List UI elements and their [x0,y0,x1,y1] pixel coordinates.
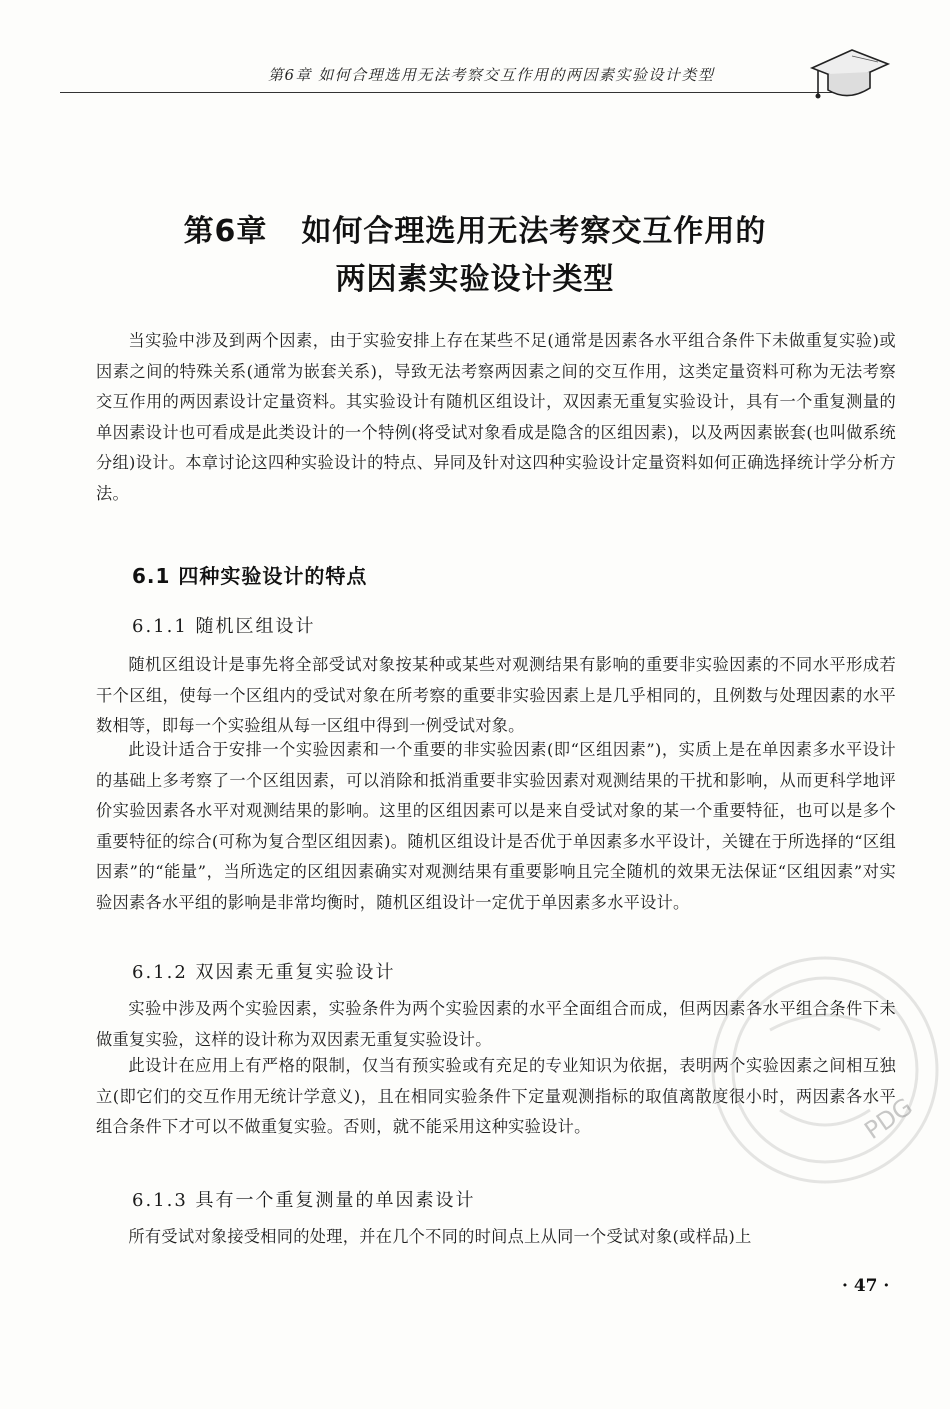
chapter-title [0,206,950,250]
page-number: · 47 · [842,1276,890,1296]
section-6-1-2-paragraph-1: 实验中涉及两个实验因素，实验条件为两个实验因素的水平全面组合而成，但两因素各水平组合条件下未做重复实验，这样的设计称为双因素无重复实验设计。 [96,999,896,1049]
chapter-title-line2: 两因素实验设计类型 [335,262,615,297]
section-6-1-1-paragraph-1: 随机区组设计是事先将全部受试对象按某种或某些对观测结果有影响的重要非实验因素的不同水平形成若干个区组，使每一个区组内的受试对象在所考察的重要非实验因素上是几乎相同的，且例数与处理因素的水平数相等，即每一个实验组从每一区组中得到一例受试对象。 [96,655,896,735]
library-stamp-watermark [700,940,950,1200]
chapter-title-line1: 如何合理选用无法考察交互作用的 [301,214,767,249]
section-6-1-2-heading: 6.1.2 双因素无重复实验设计 [132,962,396,983]
intro-paragraph: 当实验中涉及到两个因素，由于实验安排上存在某些不足(通常是因素各水平组合条件下未做重复实验)或因素之间的特殊关系(通常为嵌套关系)，导致无法考察两因素之间的交互作用，这类定量资料可称为无法考察交互作用的两因素设计定量资料。其实验设计有随机区组设计，双因素无重复实验设计，具有一个重复测量的单因素设计也可看成是此类设计的一个特例(将受试对象看成是隐含的区组因素)，以及两因素嵌套(也叫做系统分组)设计。本章讨论这四种实验设计的特点、异同及针对这四种实验设计定量资料如何正确选择统计学分析方法。 [96,331,896,503]
stamp-text: PDG [859,1092,918,1145]
header-rule [60,92,860,93]
section-6-1-3-heading: 6.1.3 具有一个重复测量的单因素设计 [132,1190,476,1211]
section-6-1-heading: 6.1 四种实验设计的特点 [132,564,368,588]
section-6-1-3-paragraph-1: 所有受试对象接受相同的处理，并在几个不同的时间点上从同一个受试对象(或样品)上 [128,1227,752,1246]
section-6-1-2-paragraph-2: 此设计在应用上有严格的限制，仅当有预实验或有充足的专业知识为依据，表明两个实验因素之间相互独立(即它们的交互作用无统计学意义)，且在相同实验条件下定量观测指标的取值离散度很小时，两因素各水平组合条件下才可以不做重复实验。否则，就不能采用这种实验设计。 [96,1056,896,1136]
section-6-1-1-heading: 6.1.1 随机区组设计 [132,616,316,637]
running-header: 第6章 如何合理选用无法考察交互作用的两因素实验设计类型 [268,66,715,84]
chapter-number: 第6章 [183,214,268,249]
section-6-1-1-paragraph-2: 此设计适合于安排一个实验因素和一个重要的非实验因素(即“区组因素”)，实质上是在单因素多水平设计的基础上多考察了一个区组因素，可以消除和抵消重要非实验因素对观测结果的干扰和影响，从而更科学地评价实验因素各水平对观测结果的影响。这里的区组因素可以是来自受试对象的某一个重要特征，也可以是多个重要特征的综合(可称为复合型区组因素)。随机区组设计是否优于单因素多水平设计，关键在于所选择的“区组因素”的“能量”，当所选定的区组因素确实对观测结果有重要影响且完全随机的效果无法保证“区组因素”对实验因素各水平组的影响是非常均衡时，随机区组设计一定优于单因素多水平设计。 [96,740,896,912]
graduation-cap-icon [808,42,890,106]
